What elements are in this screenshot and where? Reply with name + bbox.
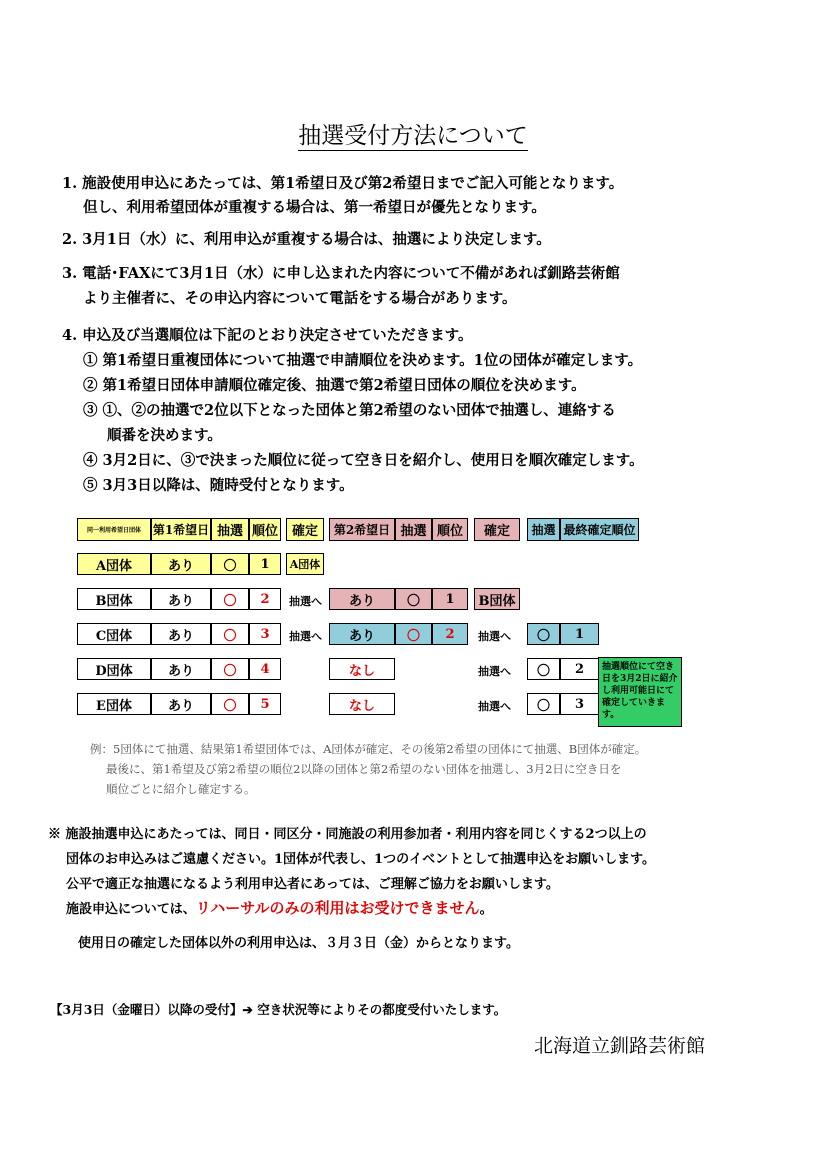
- header-group: 同一利用希望日団体: [77, 518, 151, 541]
- row-a-rank: 1: [249, 553, 281, 575]
- row-e-lottery-3: 〇: [527, 693, 560, 715]
- sub-item-3-line-1: ③ ①、②の抽選で2位以下となった団体と第2希望のない団体で抽選し、連絡する: [83, 402, 616, 419]
- row-e-second: なし: [329, 693, 395, 715]
- row-b-group: B団体: [77, 588, 151, 610]
- row-b-confirm-2: B団体: [474, 588, 520, 610]
- notice-line-4-end: 。: [479, 902, 493, 917]
- row-b-arrow-to-lottery: 抽選へ: [289, 595, 322, 608]
- example-line-1: 例：5団体にて抽選、結果第1希望団体では、A団体が確定、その後第2希望の団体にて抽選、B団体が確定。: [90, 742, 647, 756]
- organization-signature: 北海道立釧路芸術館: [534, 1035, 706, 1057]
- row-b-second: あり: [329, 588, 395, 610]
- item-1-line-1: 1. 施設使用申込にあたっては、第1希望日及び第2希望日までご記入可能となります。: [62, 175, 624, 192]
- item-3-line-2: より主催者に、その申込内容について電話をする場合があります。: [83, 290, 517, 307]
- header-lottery-2: 抽選: [395, 518, 432, 541]
- header-lottery-1: 抽選: [211, 518, 249, 541]
- sub-item-2: ② 第1希望日団体申請順位確定後、抽選で第2希望日団体の順位を決めます。: [83, 377, 586, 394]
- item-4: 4. 申込及び当選順位は下記のとおり決定させていただきます。: [62, 327, 473, 344]
- row-d-second: なし: [329, 658, 395, 680]
- header-confirm-1: 確定: [286, 518, 324, 541]
- row-c-second: あり: [329, 623, 395, 645]
- sub-item-1: ① 第1希望日重複団体について抽選で申請順位を決めます。1位の団体が確定します。: [83, 352, 643, 369]
- row-a-first: あり: [151, 553, 211, 575]
- row-e-first: あり: [151, 693, 211, 715]
- item-2: 2. 3月1日（水）に、利用申込が重複する場合は、抽選により決定します。: [62, 231, 551, 248]
- row-a-confirm: A団体: [286, 553, 324, 575]
- row-d-lottery: 〇: [211, 658, 249, 680]
- row-e-rank: 5: [249, 693, 281, 715]
- header-final-rank: 最終確定順位: [560, 518, 639, 541]
- header-rank-2: 順位: [432, 518, 468, 541]
- row-d-final-rank: 2: [560, 658, 599, 680]
- row-e-arrow-to-final: 抽選へ: [478, 700, 511, 713]
- row-e-lottery: 〇: [211, 693, 249, 715]
- row-c-rank-2: 2: [432, 623, 468, 645]
- row-d-rank: 4: [249, 658, 281, 680]
- header-first-choice: 第1希望日: [151, 518, 211, 541]
- row-c-rank: 3: [249, 623, 281, 645]
- example-line-2: 最後に、第1希望及び第2希望の順位2以降の団体と第2希望のない団体を抽選し、3月2日に空き日を: [106, 762, 622, 776]
- lottery-note-box: 抽選順位にて空き日を3月2日に紹介し利用可能日にて確定していきます。: [598, 657, 682, 727]
- row-e-group: E団体: [77, 693, 151, 715]
- row-c-final-rank: 1: [560, 623, 599, 645]
- row-c-lottery-2: 〇: [395, 623, 432, 645]
- confirm-note: 使用日の確定した団体以外の利用申込は、３月３日（金）からとなります。: [78, 936, 519, 951]
- item-1-line-2: 但し、利用希望団体が重複する場合は、第一希望日が優先となります。: [83, 199, 546, 216]
- header-lottery-3: 抽選: [527, 518, 560, 541]
- row-d-arrow-to-final: 抽選へ: [478, 665, 511, 678]
- row-e-final-rank: 3: [560, 693, 599, 715]
- header-rank-1: 順位: [249, 518, 281, 541]
- item-3-line-1: 3. 電話･FAXにて3月1日（水）に申し込まれた内容について不備があれば釧路芸術館: [62, 265, 620, 282]
- page-title: 抽選受付方法について: [298, 123, 528, 149]
- row-c-arrow-to-final: 抽選へ: [478, 630, 511, 643]
- row-d-first: あり: [151, 658, 211, 680]
- row-c-first: あり: [151, 623, 211, 645]
- sub-item-4: ④ 3月2日に、③で決まった順位に従って空き日を紹介し、使用日を順次確定します。: [83, 452, 644, 469]
- row-a-group: A団体: [77, 553, 151, 575]
- rehearsal-warning: リハーサルのみの利用はお受けできません: [195, 899, 480, 917]
- notice-line-4: [66, 896, 493, 922]
- row-a-lottery: 〇: [211, 553, 249, 575]
- header-second-choice: 第2希望日: [329, 518, 395, 541]
- row-b-lottery-2: 〇: [395, 588, 432, 610]
- row-d-lottery-3: 〇: [527, 658, 560, 680]
- row-c-arrow-to-lottery: 抽選へ: [289, 630, 322, 643]
- sub-item-3-line-2: 順番を決めます。: [107, 427, 222, 444]
- notice-line-1: ※ 施設抽選申込にあたっては、同日・同区分・同施設の利用参加者・利用内容を同じくする2つ以上の: [48, 827, 647, 842]
- example-line-3: 順位ごとに紹介し確定する。: [106, 782, 256, 796]
- row-d-group: D団体: [77, 658, 151, 680]
- header-confirm-2: 確定: [474, 518, 520, 541]
- row-c-lottery-3: 〇: [527, 623, 560, 645]
- row-b-rank-2: 1: [432, 588, 468, 610]
- after-march-3-note: 【3月3日（金曜日）以降の受付】➔ 空き状況等によりその都度受付いたします。: [50, 1002, 507, 1017]
- notice-line-2: 団体のお申込みはご遠慮ください。1団体が代表し、1つのイベントとして抽選申込をお願いします。: [66, 852, 656, 867]
- row-b-lottery: 〇: [211, 588, 249, 610]
- row-c-lottery: 〇: [211, 623, 249, 645]
- sub-item-5: ⑤ 3月3日以降は、随時受付となります。: [83, 477, 354, 494]
- notice-line-3: 公平で適正な抽選になるよう利用申込者にあっては、ご理解ご協力をお願いします。: [66, 877, 559, 892]
- notice-line-4-start: 施設申込については、: [66, 902, 196, 917]
- row-b-first: あり: [151, 588, 211, 610]
- row-c-group: C団体: [77, 623, 151, 645]
- row-b-rank: 2: [249, 588, 281, 610]
